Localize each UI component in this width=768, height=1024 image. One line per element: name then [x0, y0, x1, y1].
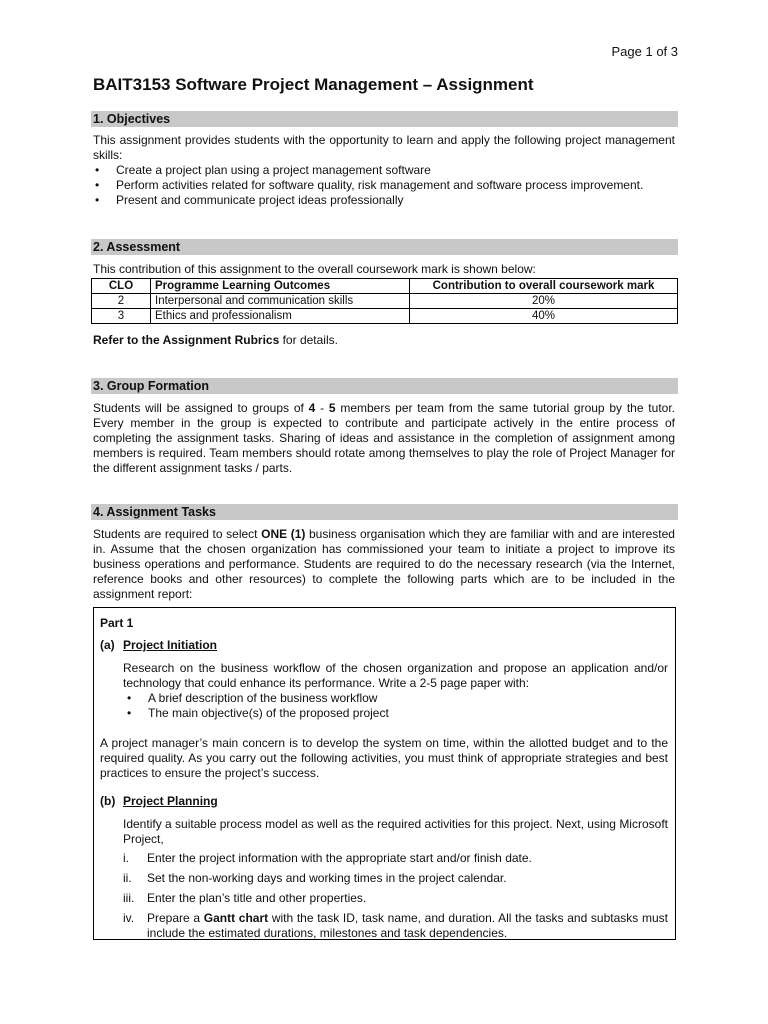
table-cell: 20% [410, 294, 678, 309]
text-run: members per team from the same tutorial group by the tutor. Every member in the group is expected to contribute and participate actively in the entire process of completing the assignment tasks. Sharing of ideas and assistance in the completion of assignment among members is required. Team members should rotate among themselves to play the role of Project Manager for the different assignment tasks / parts. [93, 401, 675, 475]
text-run: Students are required to select [93, 527, 262, 541]
table-cell: 3 [92, 309, 151, 324]
section-heading-group-formation: 3. Group Formation [91, 378, 678, 394]
table-row [92, 309, 678, 324]
list-item: • Perform activities related for software quality, risk management and software process improvement. [93, 178, 675, 193]
project-planning-steps [123, 851, 668, 946]
section-heading-assessment: 2. Assessment [91, 239, 678, 255]
text-run: business organisation which they are familiar with and are interested in. Assume that the chosen organization has commissioned your team to initiate a project to improve its business operations and performance. Students are required to do the necessary research (via the Internet, reference books and other resources) to complete the following parts which are to be included in the assignment report: [93, 527, 675, 601]
rubrics-note-bold: Refer to the Assignment Rubrics [93, 333, 280, 347]
column-header-contribution: Contribution to overall coursework mark [410, 279, 678, 294]
gantt-chart-emphasis: Gantt chart [203, 911, 269, 925]
table-cell: 2 [92, 294, 151, 309]
list-item [123, 911, 668, 941]
step-number: iii. [123, 891, 135, 905]
part1a-marker: (a) [100, 638, 115, 652]
step-text: Enter the project information with the appropriate start and/or finish date. [147, 851, 532, 865]
text-run: Students will be assigned to groups of [93, 401, 309, 415]
project-planning-text: Identify a suitable process model as well as the required activities for this project. Next, using Microsoft Project, [123, 817, 668, 846]
table-row [92, 294, 678, 309]
project-manager-concern-text: A project manager’s main concern is to develop the system on time, within the allotted budget and to the required quality. As you carry out the following activities, you must think of appropriate strategies and best practices to ensure the project’s success. [100, 736, 668, 780]
project-initiation-heading: Project Initiation [123, 638, 218, 652]
section-heading-objectives: 1. Objectives [91, 111, 678, 127]
project-initiation-list [125, 691, 665, 721]
objectives-list [93, 163, 675, 208]
document-title: BAIT3153 Software Project Management – Assignment [93, 75, 534, 94]
project-planning-heading: Project Planning [123, 794, 218, 808]
part1-label: Part 1 [100, 616, 134, 630]
table-header-row [92, 279, 678, 294]
table-cell: Ethics and professionalism [151, 309, 410, 324]
column-header-outcomes: Programme Learning Outcomes [151, 279, 410, 294]
list-item: • Create a project plan using a project management software [93, 163, 675, 178]
step-text: Prepare a [147, 911, 204, 925]
page-number: Page 1 of 3 [611, 44, 678, 59]
list-item: • The main objective(s) of the proposed project [125, 706, 665, 721]
emphasis-one: ONE (1) [261, 527, 306, 541]
step-text: Set the non-working days and working times in the project calendar. [147, 871, 507, 885]
step-text: Enter the plan’s title and other properties. [147, 891, 367, 905]
rubrics-note-rest: for details. [279, 333, 338, 347]
section-heading-assignment-tasks: 4. Assignment Tasks [91, 504, 678, 520]
step-number: ii. [123, 871, 132, 885]
rubrics-note [93, 333, 675, 348]
text-run: - [315, 401, 329, 415]
step-number: iv. [123, 911, 135, 925]
assignment-tasks-text [93, 527, 675, 602]
list-item [123, 871, 668, 886]
step-number: i. [123, 851, 129, 865]
table-cell: Interpersonal and communication skills [151, 294, 410, 309]
group-formation-text [93, 401, 675, 476]
project-initiation-text: Research on the business workflow of the chosen organization and propose an application and/or technology that could enhance its performance. Write a 2-5 page paper with: [123, 661, 668, 690]
step-text: with the task ID, task name, and duration. All the tasks and subtasks must include the estimated durations, milestones and task dependencies. [147, 911, 668, 940]
list-item: • A brief description of the business workflow [125, 691, 665, 706]
assessment-intro: This contribution of this assignment to the overall coursework mark is shown below: [93, 262, 536, 276]
group-size-max: 5 [328, 401, 336, 415]
list-item [123, 891, 668, 906]
part1b-marker: (b) [100, 794, 116, 808]
table-cell: 40% [410, 309, 678, 324]
list-item [123, 851, 668, 866]
list-item: • Present and communicate project ideas professionally [93, 193, 675, 208]
clo-table [91, 278, 678, 324]
objectives-intro: This assignment provides students with the opportunity to learn and apply the following project management skills: [93, 133, 675, 162]
group-size-min: 4 [308, 401, 316, 415]
column-header-clo: CLO [92, 279, 151, 294]
